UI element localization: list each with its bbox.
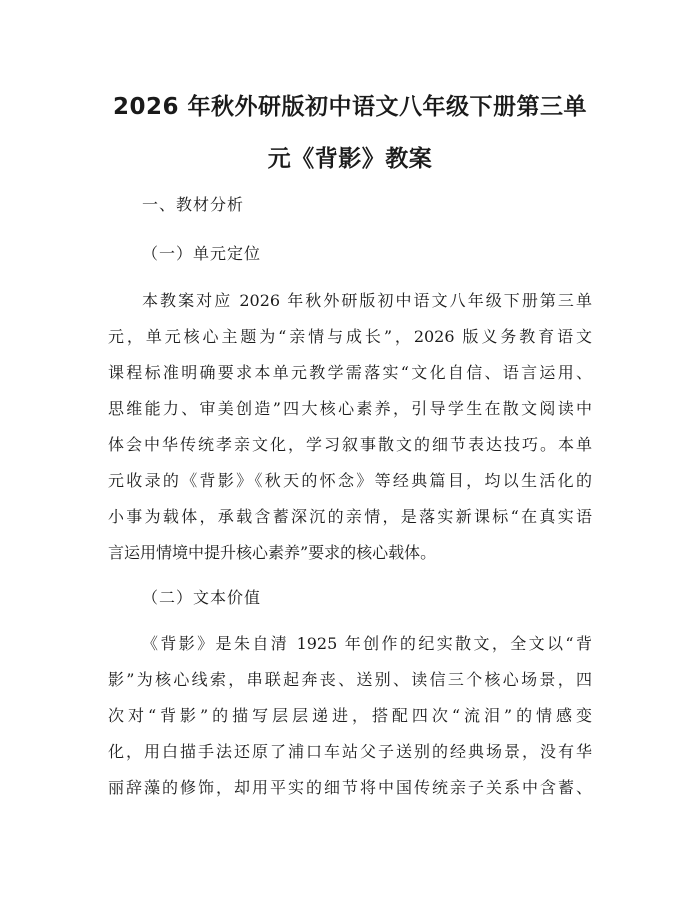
section-heading-textbook-analysis: 一、教材分析 <box>142 195 245 214</box>
document-title-line-1: 2026 年秋外研版初中语文八年级下册第三单 <box>112 94 588 120</box>
paragraph-line: 化，用白描手法还原了浦口车站父子送别的经典场景，没有华 <box>108 742 592 761</box>
paragraph-line: 影”为核心线索，串联起奔丧、送别、读信三个核心场景，四 <box>108 670 592 689</box>
paragraph-line: 言运用情境中提升核心素养”要求的核心载体。 <box>108 543 437 562</box>
paragraph-line: 丽辞藻的修饰，却用平实的细节将中国传统亲子关系中含蓄、 <box>108 778 592 797</box>
paragraph-line: 课程标准明确要求本单元教学需落实“文化自信、语言运用、 <box>108 363 592 382</box>
paragraph-line: 小事为载体，承载含蓄深沉的亲情，是落实新课标“在真实语 <box>108 507 592 526</box>
paragraph-line: 体会中华传统孝亲文化，学习叙事散文的细节表达技巧。本单 <box>108 435 592 454</box>
paragraph-line: 《背影》是朱自清 1925 年创作的纪实散文，全文以“背 <box>142 634 592 653</box>
paragraph-line: 思维能力、审美创造”四大核心素养，引导学生在散文阅读中 <box>108 399 592 418</box>
paragraph-line: 本教案对应 2026 年秋外研版初中语文八年级下册第三单 <box>142 291 592 310</box>
subsection-heading-text-value: （二）文本价值 <box>142 588 262 607</box>
paragraph-line: 元，单元核心主题为“亲情与成长”，2026 版义务教育语文 <box>108 327 592 346</box>
paragraph-line: 次对“背影”的描写层层递进，搭配四次“流泪”的情感变 <box>108 706 592 725</box>
subsection-heading-unit-positioning: （一）单元定位 <box>142 244 262 263</box>
paragraph-line: 元收录的《背影》《秋天的怀念》等经典篇目，均以生活化的 <box>108 471 592 490</box>
document-title-line-2: 元《背影》教案 <box>267 146 433 172</box>
